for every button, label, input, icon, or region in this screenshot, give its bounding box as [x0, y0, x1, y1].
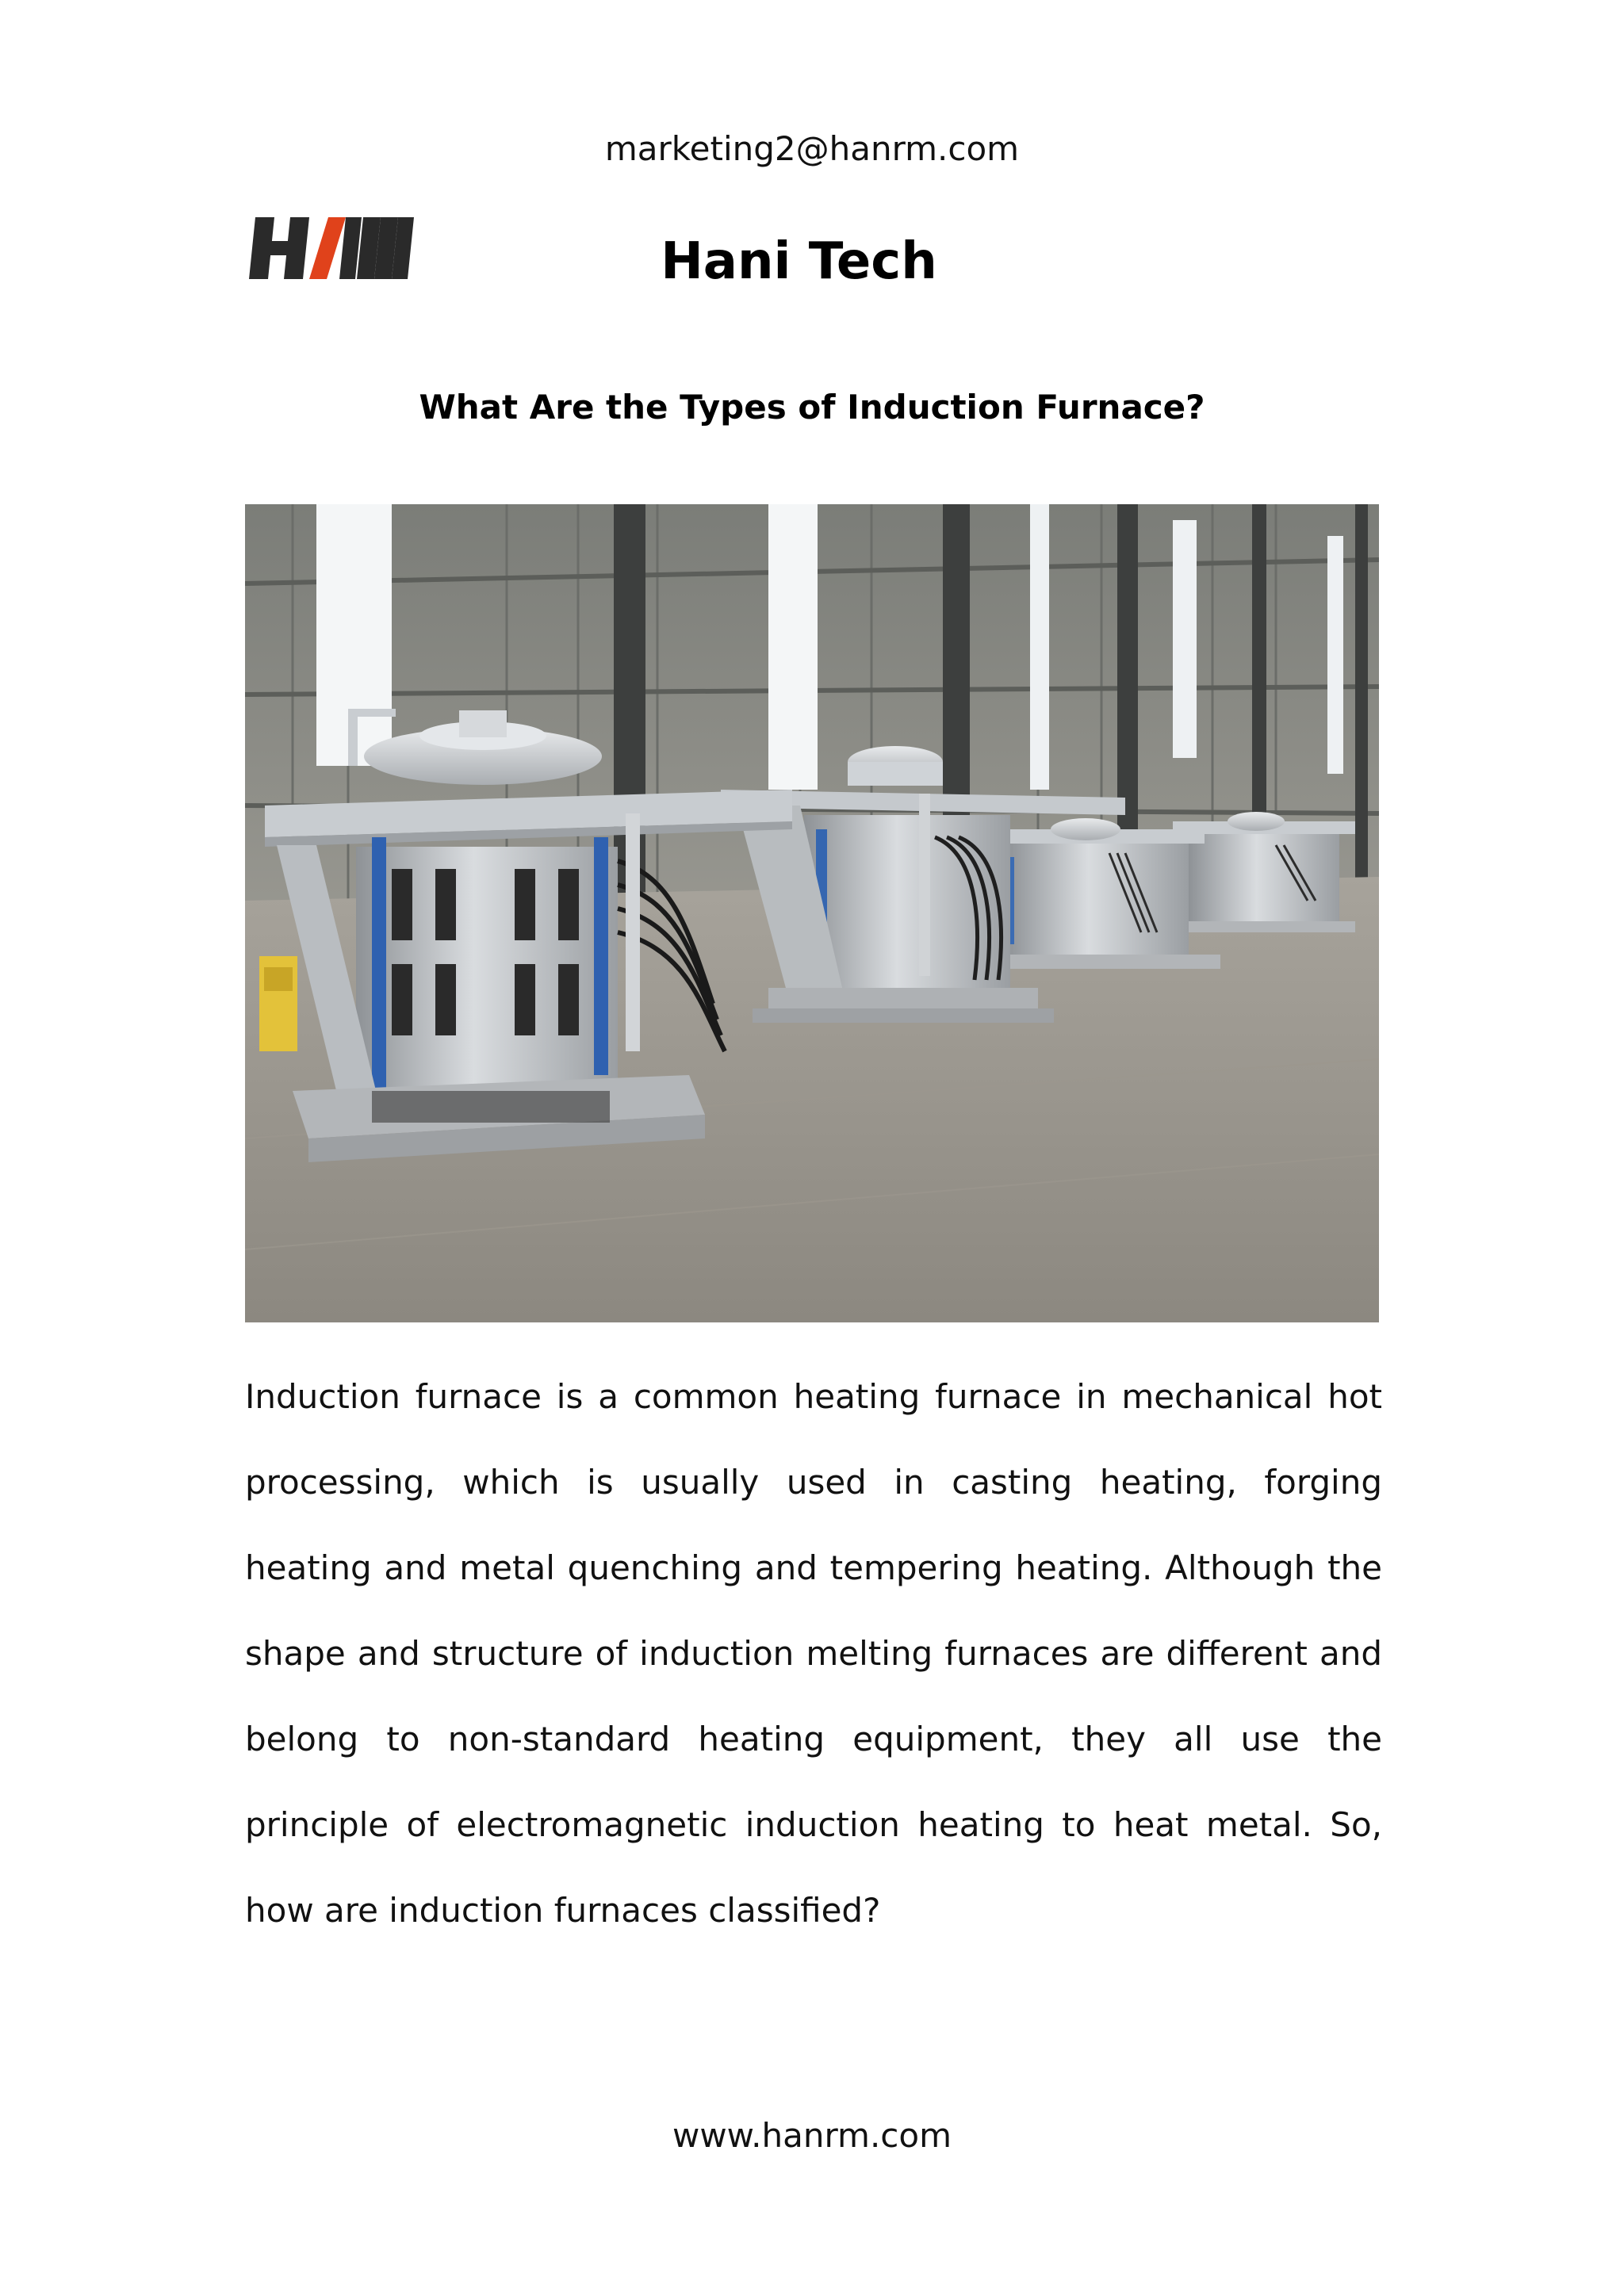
- article-paragraph: Induction furnace is a common heating furnace in mechanical hot processing, which is usually used in casting heating, forging heating and metal quenching and tempering heating. Although the shape and structure of induction melting furnaces are different and belong to non-standard heating equipment, they all use the principle of electromagnetic induction heating to heat metal. So, how are induction furnaces classified?: [245, 1377, 1382, 1930]
- induction-furnace-photo: [245, 504, 1379, 1322]
- article-title: What Are the Types of Induction Furnace?: [419, 388, 1205, 427]
- header-email: marketing2@hanrm.com: [604, 129, 1020, 168]
- footer-website: www.hanrm.com: [672, 2116, 952, 2155]
- company-name: Hani Tech: [661, 232, 937, 291]
